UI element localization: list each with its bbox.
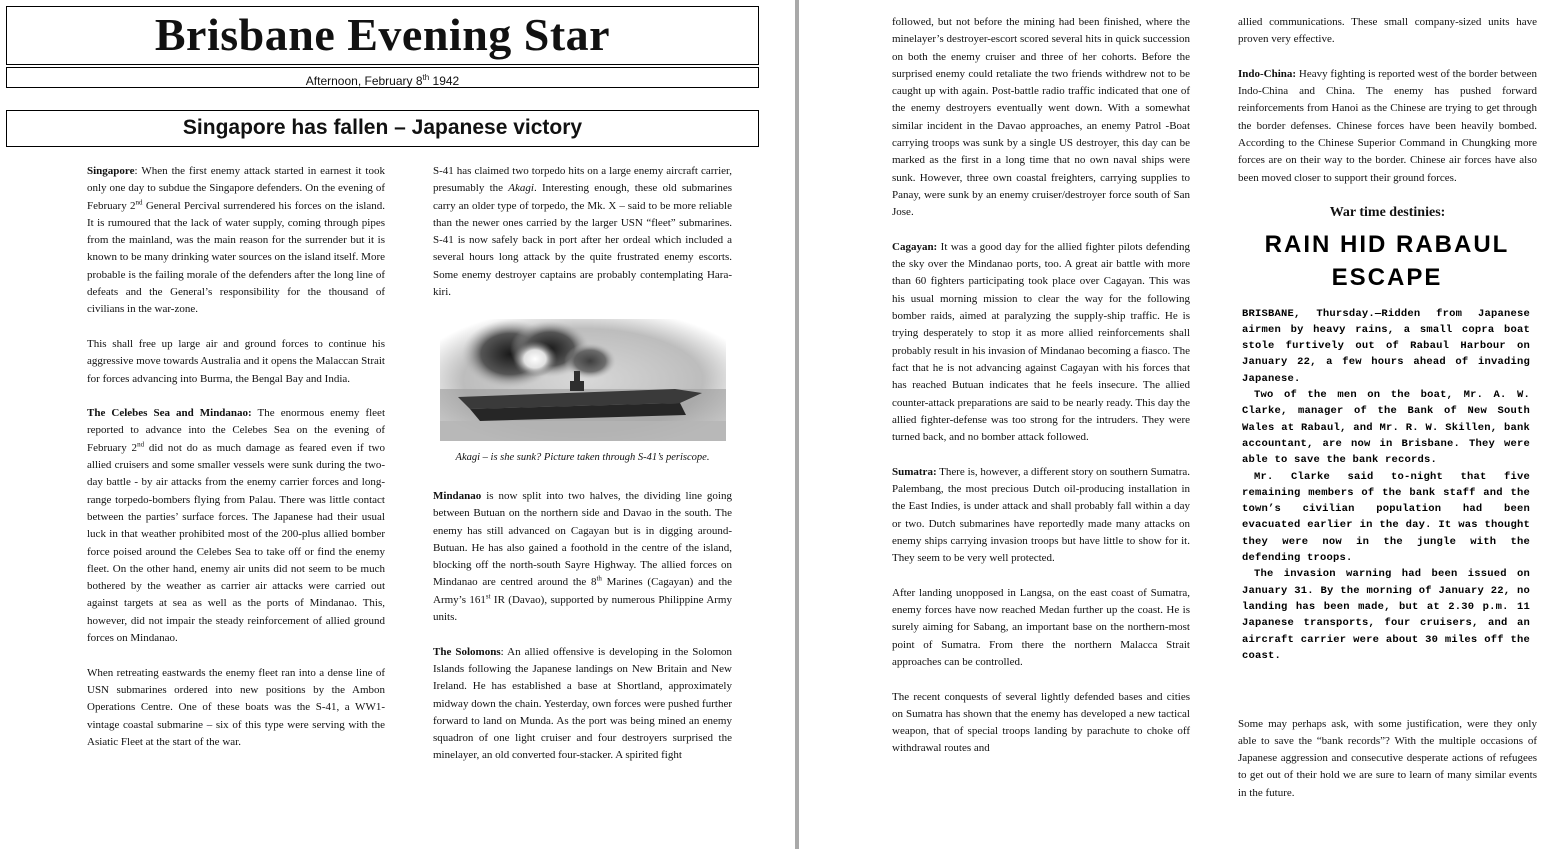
celebes-paragraph [87, 405, 385, 647]
indochina-text: Heavy fighting is reported west of the border between Indo-China and China. The enemy has pushed forward reinforcements from Hanoi as the Chinese are trying to get through the border defenses. Chinese forces have been heavily bombed. According to the Chinese Superior Command in Chungking more forces are on their way to the border. Chinese air forces have also been moved closer to support their ground forces. [1238, 67, 1537, 184]
singapore-paragraph [87, 163, 385, 319]
solomons-paragraph [433, 644, 732, 765]
air-ground-paragraph: This shall free up large air and ground forces to continue his aggressive move towards Australia and it opens the Malaccan Strait for forces advancing into Burma, the Bengal Bay and India. [87, 337, 385, 385]
celebes-label: The Celebes Sea and Mindanao: [87, 407, 252, 420]
singapore-text-b: General Percival surrendered his forces on the island. It is rumoured that the lack of water supply, coming through pipes from the mainland, was the main reason for the surrender but it is known to be many drinking water sources on the island itself. More probable is the failing morale of the defenders after the long line of defeats and the General’s responsibility for the thousand of civilians in the war-zone. [87, 199, 385, 316]
headline: Singapore has fallen – Japanese victory [182, 116, 583, 139]
solomons-text: : An allied offensive is developing in the Solomon Islands following the Japanese landings on New Britain and New Ireland. He has established a base at Shortland, approximately midway down the chain. Yesterday, own forces were pushed further forward to land on Munda. As the port was being mined an enemy squadron of one light cruiser and four destroyers surprised the minelayer, an old converted four-stacker. A spirited fight [433, 645, 732, 762]
war-time-destinies-title: War time destinies: [1329, 205, 1446, 221]
sumatra-label: Sumatra: [892, 465, 937, 478]
newspaper-title: Brisbane Evening Star [154, 9, 611, 60]
cagayan-label: Cagayan: [892, 240, 938, 253]
s41-ship-name: Akagi [508, 182, 534, 195]
clipping-paragraph-1: BRISBANE, Thursday.—Ridden from Japanese airmen by heavy rains, a small copra boat stole furtively out of Rabaul Harbour on January 22, a few hours ahead of invading Japanese. [1242, 307, 1530, 385]
sumatra-paragraph [892, 464, 1190, 568]
indochina-paragraph [1238, 66, 1537, 187]
column-4 [1238, 14, 1537, 819]
newspaper-clipping [1238, 226, 1536, 684]
dateline-sup: th [422, 73, 430, 82]
celebes-text-b: did not do as much damage as feared even if two allied cruisers and some smaller vessels were sunk during the two-day battle - by air attacks from the enemy carrier forces and long-range torpedo-bombers flying from Palau. There was little contact between the parties’ surface forces. The Japanese had their usual luck in that weather prohibited most of the 200-plus allied bomber force poised around the Celebes Sea to take off or find the enemy fleet. On the other hand, enemy air units did not seem to be much bothered by the weather as carrier air attacks were carried out against targets at sea as well as the ports of Mindanao. This, however, did not impair the steady reinforcement of allied ground forces on Mindanao. [87, 441, 385, 645]
mindanao-sup-1: th [596, 574, 602, 583]
akagi-periscope-photo [440, 319, 726, 441]
headline-box [6, 110, 759, 147]
right-page [799, 0, 1554, 849]
cagayan-paragraph [892, 239, 1190, 447]
clipping-paragraph-2: Two of the men on the boat, Mr. A. W. Clarke, manager of the Bank of New South Wales at Rabaul, and Mr. R. W. Skillen, bank accountant, are now in Brisbane. They were able to save the bank records. [1242, 389, 1530, 467]
retreat-paragraph: When retreating eastwards the enemy fleet ran into a dense line of USN submarines ordered into new positions by the Ambon Operations Centre. One of these boats was the S-41, a WW1-vintage coastal submarine – six of this type were serving with the Asiatic Fleet at the start of the war. [87, 666, 385, 748]
solomons-continued-paragraph: followed, but not before the mining had been finished, where the minelayer’s destroyer-escort scored several hits in quick succession on both the enemy cruiser and three of her cohorts. Before the surprised enemy could retaliate the two friends withdrew not to be caught up with again. Post-battle radio traffic indicated that one of the enemy destroyers eventually went down. With a somewhat similar incident in the Davao approaches, an enemy Patrol -Boat carrying troops was sunk by a single US destroyer, this day can be marked as the first in a long time that no own naval ships were sunk. However, three own coastal freighters, carrying supplies to Panay, were sunk by an enemy cruiser/destroyer force south of San Jose. [892, 16, 1190, 219]
clipping-body [1238, 292, 1536, 665]
s41-text-a: S-41 has claimed two torpedo hits on a large enemy aircraft carrier, presumably the [433, 165, 732, 195]
column-3 [892, 14, 1190, 775]
clipping-paragraph-4: The invasion warning had been issued on January 31. By the morning of January 22, no landing has been made, but at 2.30 p.m. 11 Japanese transports, four cruisers, and an aircraft carrier were about 30 miles off the coast. [1242, 568, 1530, 662]
parachute-paragraph: The recent conquests of several lightly defended bases and cities on Sumatra has shown that the enemy has developed a new tactical weapon, that of special troops landing by parachute to choke off withdrawal routes and [892, 690, 1190, 755]
clipping-headline-1: RAIN HID RABAUL [1264, 230, 1510, 258]
closing-paragraph: Some may perhaps ask, with some justification, were they only able to save the “bank records”? With the multiple occasions of Japanese aggression and consecutive desperate actions of refugees to get out of their hold we are sure to learn of many similar events in the future. [1238, 717, 1537, 799]
dateline [6, 67, 759, 88]
singapore-label: Singapore [87, 165, 135, 177]
mindanao-text-b: Marines (Cagayan) and the Army’s 161 [433, 576, 732, 606]
dateline-prefix: Afternoon, February 8 [305, 74, 423, 88]
mindanao-sup-2: st [485, 592, 491, 601]
sumatra-text: There is, however, a different story on southern Sumatra. Palembang, the most precious Dutch oil-producing installation in the East Indies, is under attack and shall probably fall within a day or two. Dutch submarines have reportedly made many attacks on enemy ships carrying invasion troops but have little to show for it. They seem to be very well protected. [892, 465, 1190, 565]
mindanao-paragraph [433, 488, 732, 626]
mindanao-label: Mindanao [433, 489, 482, 502]
communications-paragraph: allied communications. These small company-sized units have proven very effective. [1238, 16, 1537, 46]
indochina-label: Indo-China: [1238, 67, 1297, 80]
column-1 [87, 163, 385, 768]
column-2 [433, 163, 732, 782]
celebes-text-a: The enormous enemy fleet reported to advance into the Celebes Sea on the evening of February 2 [87, 407, 385, 454]
mindanao-text-a: is now split into two halves, the dividing line going between Butuan on the northern side and Davao in the south. The enemy has still advanced on Cagayan but is in digging around-Butuan. He has also gained a foothold in the centre of the island, blocking off the north-south Sayre Highway. The allied forces on Mindanao are centred around the 8 [433, 489, 732, 589]
clipping-headline-2: ESCAPE [1331, 263, 1443, 291]
photo-caption: Akagi – is she sunk? Picture taken through S-41’s periscope. [455, 451, 710, 463]
masthead-box [6, 6, 759, 65]
clipping-paragraph-3: Mr. Clarke said to-night that five remaining members of the bank staff and the town’s civilian population had been evacuated earlier in the day. It was thought they were now in the jungle with the defending troops. [1242, 470, 1530, 565]
s41-text-b: . Interesting enough, these old submarines carry an older type of torpedo, the Mk. X – said to be more reliable than the newer ones carried by the larger USN “fleet” submarines. S-41 is now safely back in port after her ordeal which included a several hours long attack by the quite frustrated enemy escorts. Some enemy destroyer captains are probably contemplating Hara-kiri. [433, 182, 732, 299]
cagayan-text: It was a good day for the allied fighter pilots defending the sky over the Mindanao ports, too. A great air battle with more than 60 fighters participating took place over Cagayan. This was his usual morning mission to clear the way for the following bomber raids, aimed at paralyzing the supply-ship traffic. He is trying desperately to stop it as more allied reinforcements shall probably result in his invasion of Mindanao becoming a fiasco. The fact that he is not advancing against Cagayan with his forces that has reached Butuan indicates that he feels insecure. The allied counter-attack preparations are said to be nearly ready. This day the allied fighter-defense was too strong for the intruders. They were turned back, and no bomber attack followed. [892, 240, 1190, 444]
singapore-sup: nd [135, 197, 143, 206]
celebes-sup: nd [137, 440, 145, 449]
dateline-suffix: 1942 [429, 74, 460, 88]
mindanao-text-c: IR (Davao), supported by numerous Philippine Army units. [433, 593, 732, 624]
s41-paragraph [433, 163, 732, 301]
singapore-text-a: : When the first enemy attack started in earnest it took only one day to subdue the Singapore defenders. On the evening of February 2 [87, 165, 385, 212]
langsa-paragraph: After landing unopposed in Langsa, on the east coast of Sumatra, enemy forces have now reached Medan further up the coast. He is surely aiming for Sabang, an important base on the northern-most point of Sumatra. From there the northern Malacca Strait approaches can be controlled. [892, 586, 1190, 668]
solomons-label: The Solomons [433, 645, 501, 658]
